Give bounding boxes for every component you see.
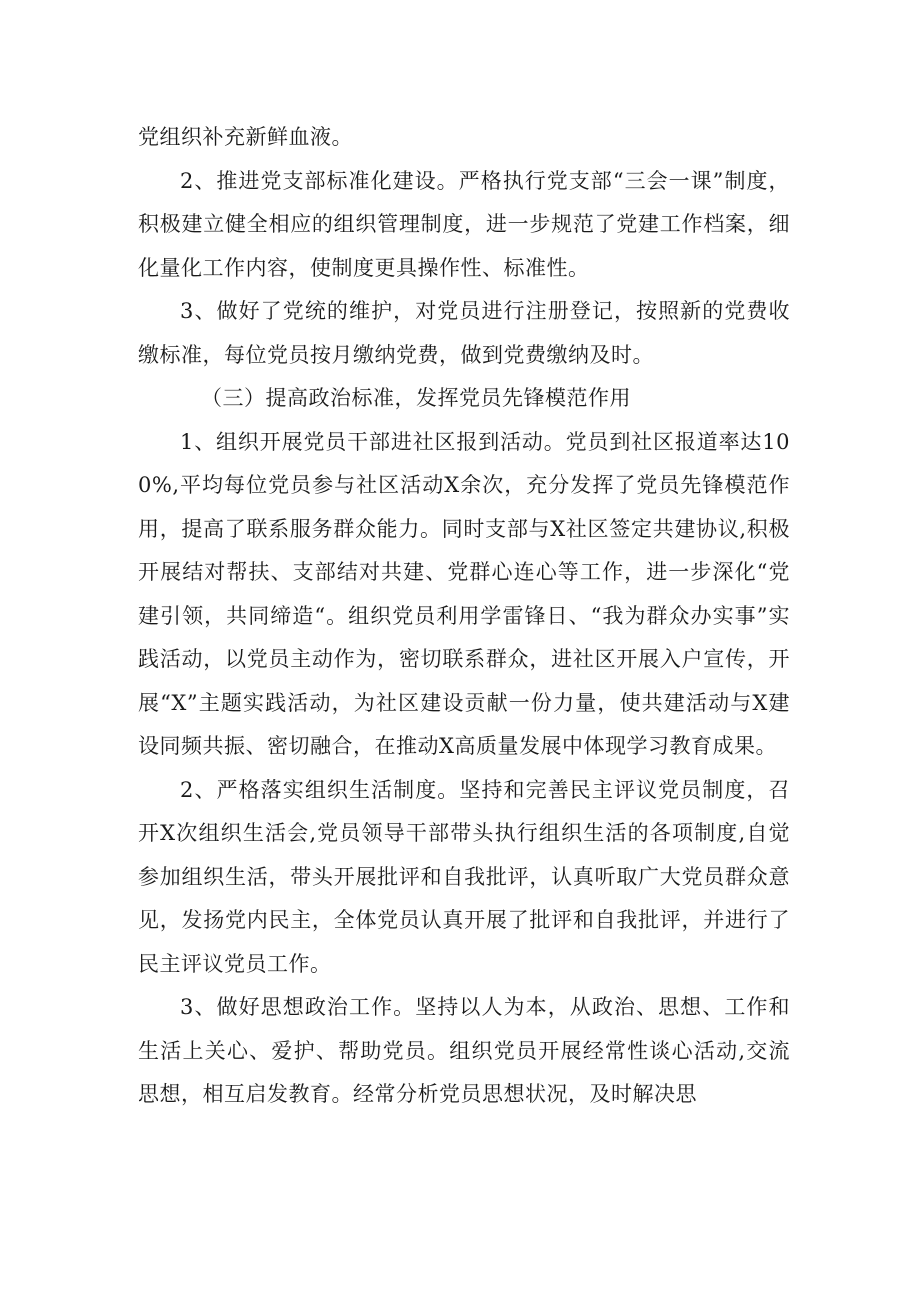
paragraph-standardization: 2、推进党支部标准化建设。严格执行党支部“三会一课”制度，积极建立健全相应的组织管理制度，进一步规范了党建工作档案，细化量化工作内容，使制度更具操作性、标准性。 (138, 168, 790, 280)
paragraph-party-dues: 3、做好了党统的维护，对党员进行注册登记，按照新的党费收缴标准，每位党员按月缴纳党费，做到党费缴纳及时。 (138, 299, 790, 367)
paragraph-community-activity: 1、组织开展党员干部进社区报到活动。党员到社区报道率达100%,平均每位党员参与社区活动X余次，充分发挥了党员先锋模范作用，提高了联系服务群众能力。同时支部与X社区签定共建协议,积极开展结对帮扶、支部结对共建、党群心连心等工作，进一步深化“党建引领，共同缔造“。组织党员利用学雷锋日、“我为群众办实事”实践活动，以党员主动作为，密切联系群众，进社区开展入户宣传，开展“X”主题实践活动，为社区建设贡献一份力量，使共建活动与X建设同频共振、密切融合，在推动X高质量发展中体现学习教育成果。 (138, 429, 790, 758)
body-text (138, 116, 790, 1117)
paragraph-continuation: 党组织补充新鲜血液。 (138, 125, 353, 149)
paragraph-organization-life: 2、严格落实组织生活制度。坚持和完善民主评议党员制度，召开X次组织生活会,党员领导干部带头执行组织生活的各项制度,自觉参加组织生活，带头开展批评和自我批评，认真听取广大党员群众意见，发扬党内民主，全体党员认真开展了批评和自我批评，并进行了民主评议党员工作。 (138, 777, 790, 976)
paragraph-ideological-work: 3、做好思想政治工作。坚持以人为本，从政治、思想、工作和生活上关心、爱护、帮助党员。组织党员开展经常性谈心活动,交流思想，相互启发教育。经常分析党员思想状况，及时解决思 (138, 995, 790, 1106)
section-heading: （三）提高政治标准，发挥党员先锋模范作用 (201, 386, 631, 410)
